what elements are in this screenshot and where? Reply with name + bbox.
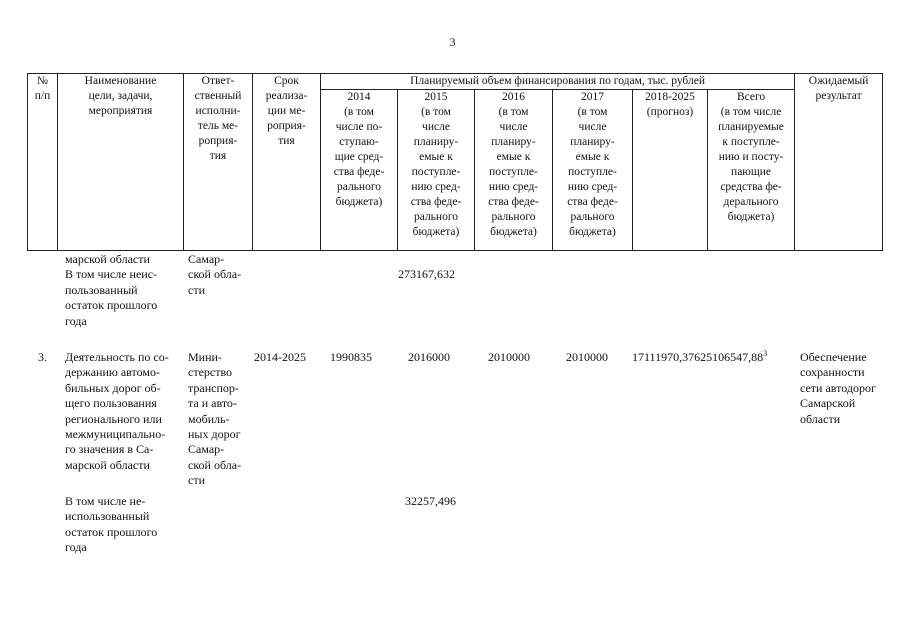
col-responsible-header: Ответ- ственный исполни- тель ме- роприя- тия	[184, 74, 253, 251]
row3-value-2018-and-total	[632, 350, 767, 365]
col-term-header: Срок реализа- ции ме- роприя- тия	[253, 74, 321, 251]
col-2017-header: 2017 (в том числе планиру- емые к поступле- нию сред- ства феде- рального бюджета)	[553, 90, 633, 251]
col-2015-header: 2015 (в том числе планиру- емые к поступле- нию сред- ства феде- рального бюджета)	[398, 90, 475, 251]
col-planned-financing-header: Планируемый объем финансирования по годам, тыс. рублей	[321, 74, 795, 90]
header-table	[27, 73, 883, 251]
col-number-header: № п/п	[28, 74, 58, 251]
col-2014-header: 2014 (в том числе по- ступаю- щие сред- ства феде- рального бюджета)	[321, 90, 398, 251]
col-result-header: Ожидаемый результат	[795, 74, 883, 251]
continuation-responsible: Самар- ской обла- сти	[188, 252, 242, 297]
col-name-header: Наименование цели, задачи, мероприятия	[58, 74, 184, 251]
row3-value-2014: 1990835	[330, 350, 372, 364]
row3-sub-name: В том числе не- использованный остаток прошлого года	[65, 494, 158, 555]
row3-responsible: Мини- стерство транспор- та и авто- мобиль- ных дорог Самар- ской обла- сти	[188, 350, 242, 488]
table-cut-line	[27, 250, 882, 251]
continuation-value-2015: 273167,632	[398, 267, 455, 281]
row3-term: 2014-2025	[254, 350, 306, 364]
continuation-name: марской области В том числе неис- пользованный остаток прошлого года	[65, 252, 158, 328]
row3-sub-value-2015: 32257,496	[405, 494, 456, 508]
row3-name: Деятельность по со- держанию автомо- бильных дорог об- щего пользования регионального или межмуниципально- го значения в Са- марской области	[65, 350, 169, 472]
col-2016-header: 2016 (в том числе планиру- емые к поступле- нию сред- ства феде- рального бюджета)	[475, 90, 553, 251]
row3-value-2018-total-text: 17111970,37625106547,88	[632, 350, 764, 364]
row3-value-2016: 2010000	[488, 350, 530, 364]
page-number: 3	[449, 35, 456, 49]
row3-value-2017: 2010000	[566, 350, 608, 364]
col-total-header: Всего (в том числе планируемые к поступле- нию и посту- пающие средства фе- дерального бюджета)	[708, 90, 795, 251]
row3-footnote-mark: 3	[763, 349, 768, 358]
row3-expected-result: Обеспечение сохранности сети автодорог Самарской области	[800, 350, 876, 426]
row3-number: 3.	[38, 350, 47, 364]
col-2018-2025-header: 2018-2025 (прогноз)	[633, 90, 708, 251]
row3-value-2015: 2016000	[408, 350, 450, 364]
